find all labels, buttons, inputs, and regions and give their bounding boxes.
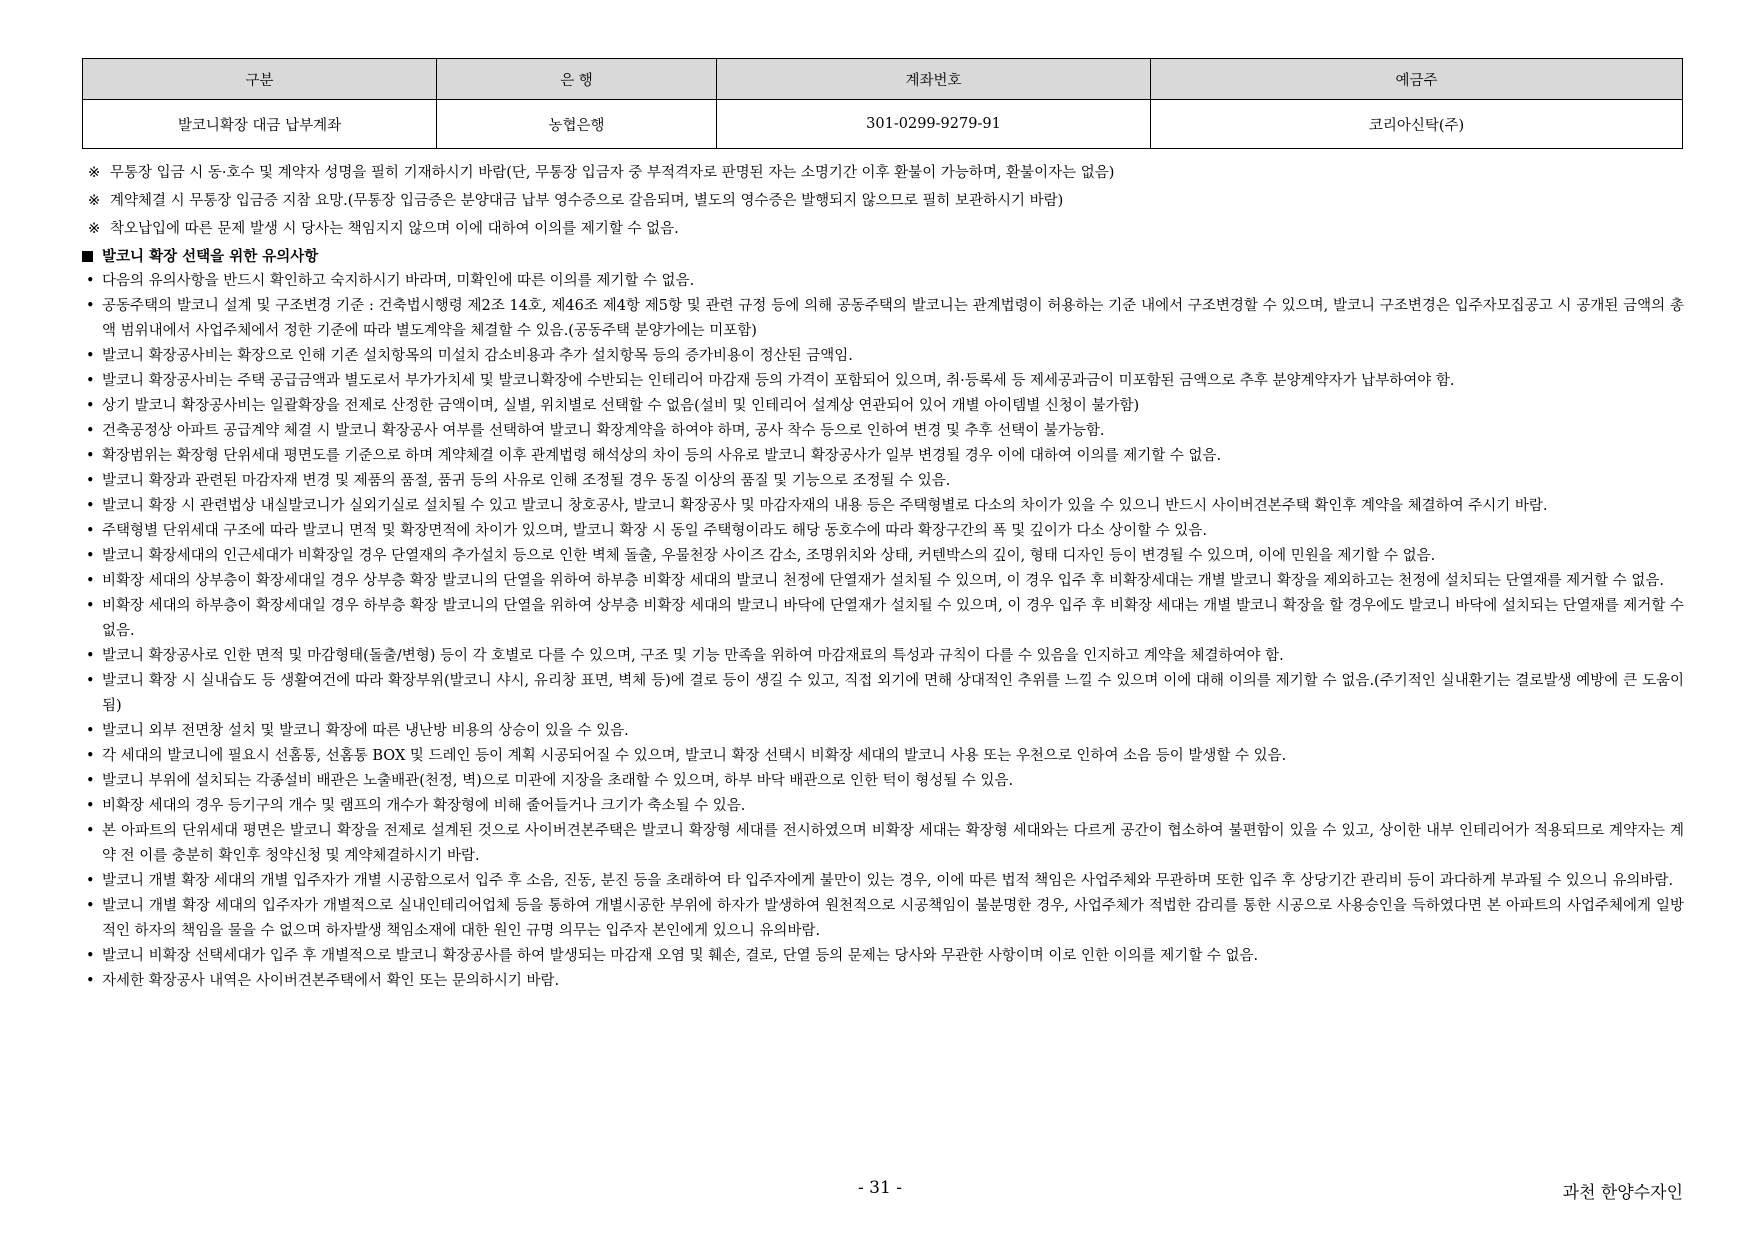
bullet-icon: • [86, 273, 95, 289]
list-item [82, 269, 1684, 294]
list-item-text: 발코니 확장공사로 인한 면적 및 마감형태(돌출/변형) 등이 각 호별로 다를 수 있으며, 구조 및 기능 만족을 위하여 마감재료의 특성과 규칙이 다를 수 있음을 인지하고 계약을 체결하여야 함. [102, 648, 1284, 664]
reference-mark-icon: ※ [88, 165, 101, 181]
bullet-icon: • [86, 973, 95, 989]
list-item [82, 944, 1684, 969]
list-item [82, 794, 1684, 819]
list-item [82, 344, 1684, 369]
list-item-text: 다음의 유의사항을 반드시 확인하고 숙지하시기 바라며, 미확인에 따른 이의를 제기할 수 없음. [102, 273, 695, 289]
header-account-holder: 예금주 [1151, 59, 1683, 100]
list-item-text: 공동주택의 발코니 설계 및 구조변경 기준 : 건축법시행령 제2조 14호, 제46조 제4항 제5항 및 관련 규정 등에 의해 공동주택의 발코니는 관계법령이 허용하는 기준 내에서 구조변경할 수 있으며, 발코니 구조변경은 입주자모집공고 시 공개된 금액의 총액 범위내에서 사업주체에서 정한 기준에 따라 별도계약을 체결할 수 있음.(공동주택 분양가에는 미포함) [102, 298, 1684, 339]
cell-category: 발코니확장 대금 납부계좌 [83, 100, 437, 149]
list-item-text: 비확장 세대의 상부층이 확장세대일 경우 상부층 확장 발코니의 단열을 위하여 하부층 비확장 세대의 발코니 천정에 단열재가 설치될 수 있으며, 이 경우 입주 후 비확장세대는 개별 발코니 확장을 제외하고는 천정에 설치되는 단열재를 제거할 수 없음. [102, 573, 1665, 589]
list-item [82, 369, 1684, 394]
list-item [82, 544, 1684, 569]
list-item-text: 상기 발코니 확장공사비는 일괄확장을 전제로 산정한 금액이며, 실별, 위치별로 선택할 수 없음(설비 및 인테리어 설계상 연관되어 있어 개별 아이템별 신청이 불가함) [102, 398, 1140, 414]
black-square-icon [82, 251, 93, 262]
list-item-text: 확장범위는 확장형 단위세대 평면도를 기준으로 하며 계약체결 이후 관계법령 해석상의 차이 등의 사유로 발코니 확장공사가 일부 변경될 경우 이에 대하여 이의를 제기할 수 없음. [102, 448, 1222, 464]
bullet-icon: • [86, 448, 95, 464]
list-item-text: 발코니 확장 시 관련법상 내실발코니가 실외기실로 설치될 수 있고 발코니 창호공사, 발코니 확장공사 및 마감자재의 내용 등은 주택형별로 다소의 차이가 있을 수 있으니 반드시 사이버견본주택 확인후 계약을 체결하여 주시기 바람. [102, 498, 1548, 514]
list-item-text: 비확장 세대의 하부층이 확장세대일 경우 하부층 확장 발코니의 단열을 위하여 상부층 비확장 세대의 발코니 바닥에 단열재가 설치될 수 있으며, 이 경우 입주 후 비확장 세대는 개별 발코니 확장을 할 경우에도 발코니 바닥에 설치되는 단열재를 제거할 수 없음. [102, 598, 1684, 639]
header-category: 구분 [83, 59, 437, 100]
note-text: 무통장 입금 시 동·호수 및 계약자 성명을 필히 기재하시기 바람(단, 무통장 입금자 중 부적격자로 판명된 자는 소명기간 이후 환불이 가능하며, 환불이자는 없음) [110, 165, 1115, 181]
bullet-icon: • [86, 423, 95, 439]
header-account-number: 계좌번호 [717, 59, 1151, 100]
list-item-text: 주택형별 단위세대 구조에 따라 발코니 면적 및 확장면적에 차이가 있으며, 발코니 확장 시 동일 주택형이라도 해당 동호수에 따라 확장구간의 폭 및 깊이가 다소 상이할 수 있음. [102, 523, 1207, 539]
list-item [82, 894, 1684, 944]
bullet-icon: • [86, 348, 95, 364]
list-item-text: 발코니 확장공사비는 주택 공급금액과 별도로서 부가가치세 및 발코니확장에 수반되는 인테리어 마감재 등의 가격이 포함되어 있으며, 취·등록세 등 제세공과금이 미포함된 금액으로 추후 분양계약자가 납부하여야 함. [102, 373, 1455, 389]
bullet-icon: • [86, 473, 95, 489]
notes-list [82, 159, 1684, 243]
list-item [82, 594, 1684, 644]
cell-account-holder: 코리아신탁(주) [1151, 100, 1683, 149]
list-item-text: 자세한 확장공사 내역은 사이버견본주택에서 확인 또는 문의하시기 바람. [102, 973, 560, 989]
bullet-icon: • [86, 773, 95, 789]
list-item [82, 444, 1684, 469]
list-item-text: 각 세대의 발코니에 필요시 선홈통, 선홈통 BOX 및 드레인 등이 계획 시공되어질 수 있으며, 발코니 확장 선택시 비확장 세대의 발코니 사용 또는 우천으로 인하여 소음 등이 발생할 수 있음. [102, 748, 1287, 764]
list-item-text: 발코니 개별 확장 세대의 입주자가 개별적으로 실내인테리어업체 등을 통하여 개별시공한 부위에 하자가 발생하여 원천적으로 시공책임이 불분명한 경우, 사업주체가 적법한 감리를 통한 시공으로 사용승인을 득하였다면 본 아파트의 사업주체에게 일방적인 하자의 책임을 물을 수 없으며 하자발생 책임소재에 대한 원인 규명 의무는 입주자 본인에게 있으니 유의바람. [102, 898, 1684, 939]
bullet-icon: • [86, 523, 95, 539]
list-item-text: 발코니 비확장 선택세대가 입주 후 개별적으로 발코니 확장공사를 하여 발생되는 마감재 오염 및 훼손, 결로, 단열 등의 문제는 당사와 무관한 사항이며 이로 인한 이의를 제기할 수 없음. [102, 948, 1259, 964]
note-item [82, 159, 1684, 187]
note-text: 착오납입에 따른 문제 발생 시 당사는 책임지지 않으며 이에 대하여 이의를 제기할 수 없음. [110, 221, 679, 237]
bullet-icon: • [86, 398, 95, 414]
note-item [82, 215, 1684, 243]
bullet-icon: • [86, 723, 95, 739]
page-number: - 31 - [858, 1178, 902, 1198]
bullet-icon: • [86, 748, 95, 764]
bullet-icon: • [86, 823, 95, 839]
list-item [82, 419, 1684, 444]
bullet-icon: • [86, 573, 95, 589]
list-item-text: 발코니 확장과 관련된 마감자재 변경 및 제품의 품절, 품귀 등의 사유로 인해 조정될 경우 동질 이상의 품질 및 기능으로 조정될 수 있음. [102, 473, 951, 489]
section-heading-text: 발코니 확장 선택을 위한 유의사항 [102, 249, 319, 265]
list-item [82, 644, 1684, 669]
bullet-icon: • [86, 373, 95, 389]
list-item [82, 294, 1684, 344]
list-item-text: 발코니 확장 시 실내습도 등 생활여건에 따라 확장부위(발코니 샤시, 유리창 표면, 벽체 등)에 결로 등이 생길 수 있고, 직접 외기에 면해 상대적인 추위를 느낄 수 있으며 이에 대해 이의를 제기할 수 없음.(주기적인 실내환기는 결로발생 예방에 큰 도움이 됨) [102, 673, 1684, 714]
list-item [82, 744, 1684, 769]
list-item-text: 건축공정상 아파트 공급계약 체결 시 발코니 확장공사 여부를 선택하여 발코니 확장계약을 하여야 하며, 공사 착수 등으로 인하여 변경 및 추후 선택이 불가능함. [102, 423, 1105, 439]
note-item [82, 187, 1684, 215]
bullet-icon: • [86, 948, 95, 964]
header-bank: 은 행 [437, 59, 717, 100]
list-item [82, 469, 1684, 494]
list-item [82, 569, 1684, 594]
bullet-icon: • [86, 798, 95, 814]
list-item-text: 발코니 확장공사비는 확장으로 인해 기존 설치항목의 미설치 감소비용과 추가 설치항목 등의 증가비용이 정산된 금액임. [102, 348, 853, 364]
reference-mark-icon: ※ [88, 193, 101, 209]
bullet-icon: • [86, 873, 95, 889]
bullet-icon: • [86, 298, 95, 314]
bullet-icon: • [86, 673, 95, 689]
list-item-text: 발코니 외부 전면창 설치 및 발코니 확장에 따른 냉난방 비용의 상승이 있을 수 있음. [102, 723, 629, 739]
bullet-icon: • [86, 898, 95, 914]
bullet-icon: • [86, 548, 95, 564]
note-text: 계약체결 시 무통장 입금증 지참 요망.(무통장 입금증은 분양대금 납부 영수증으로 갈음되며, 별도의 영수증은 발행되지 않으므로 필히 보관하시기 바람) [110, 193, 1064, 209]
account-table [82, 58, 1683, 149]
reference-mark-icon: ※ [88, 221, 101, 237]
list-item [82, 769, 1684, 794]
precautions-list [82, 269, 1684, 994]
list-item-text: 비확장 세대의 경우 등기구의 개수 및 램프의 개수가 확장형에 비해 줄어들거나 크기가 축소될 수 있음. [102, 798, 746, 814]
bullet-icon: • [86, 648, 95, 664]
list-item-text: 발코니 개별 확장 세대의 개별 입주자가 개별 시공함으로서 입주 후 소음, 진동, 분진 등을 초래하여 타 입주자에게 불만이 있는 경우, 이에 따른 법적 책임은 사업주체와 무관하며 또한 입주 후 상당기간 관리비 등이 과다하게 부과될 수 있으니 유의바람. [102, 873, 1674, 889]
list-item [82, 819, 1684, 869]
list-item [82, 394, 1684, 419]
cell-bank: 농협은행 [437, 100, 717, 149]
document-page [82, 58, 1684, 994]
brand-name: 과천 한양수자인 [1562, 1183, 1683, 1203]
list-item [82, 719, 1684, 744]
list-item [82, 519, 1684, 544]
list-item [82, 969, 1684, 994]
cell-account-number: 301-0299-9279-91 [717, 100, 1151, 149]
list-item [82, 869, 1684, 894]
list-item [82, 494, 1684, 519]
account-table-header-row [83, 59, 1683, 100]
page-footer [0, 1178, 1753, 1208]
list-item-text: 발코니 확장세대의 인근세대가 비확장일 경우 단열재의 추가설치 등으로 인한 벽체 돌출, 우물천장 사이즈 감소, 조명위치와 상태, 커텐박스의 깊이, 형태 디자인 등이 변경될 수 있으며, 이에 민원을 제기할 수 없음. [102, 548, 1436, 564]
bullet-icon: • [86, 498, 95, 514]
table-row [83, 100, 1683, 149]
list-item [82, 669, 1684, 719]
list-item-text: 발코니 부위에 설치되는 각종설비 배관은 노출배관(천정, 벽)으로 미관에 지장을 초래할 수 있으며, 하부 바닥 배관으로 인한 턱이 형성될 수 있음. [102, 773, 1014, 789]
section-heading [82, 245, 1684, 269]
list-item-text: 본 아파트의 단위세대 평면은 발코니 확장을 전제로 설계된 것으로 사이버견본주택은 발코니 확장형 세대를 전시하였으며 비확장 세대는 확장형 세대와는 다르게 공간이 협소하여 불편함이 있을 수 있고, 상이한 내부 인테리어가 적용되므로 계약자는 계약 전 이를 충분히 확인후 청약신청 및 계약체결하시기 바람. [102, 823, 1684, 864]
bullet-icon: • [86, 598, 95, 614]
